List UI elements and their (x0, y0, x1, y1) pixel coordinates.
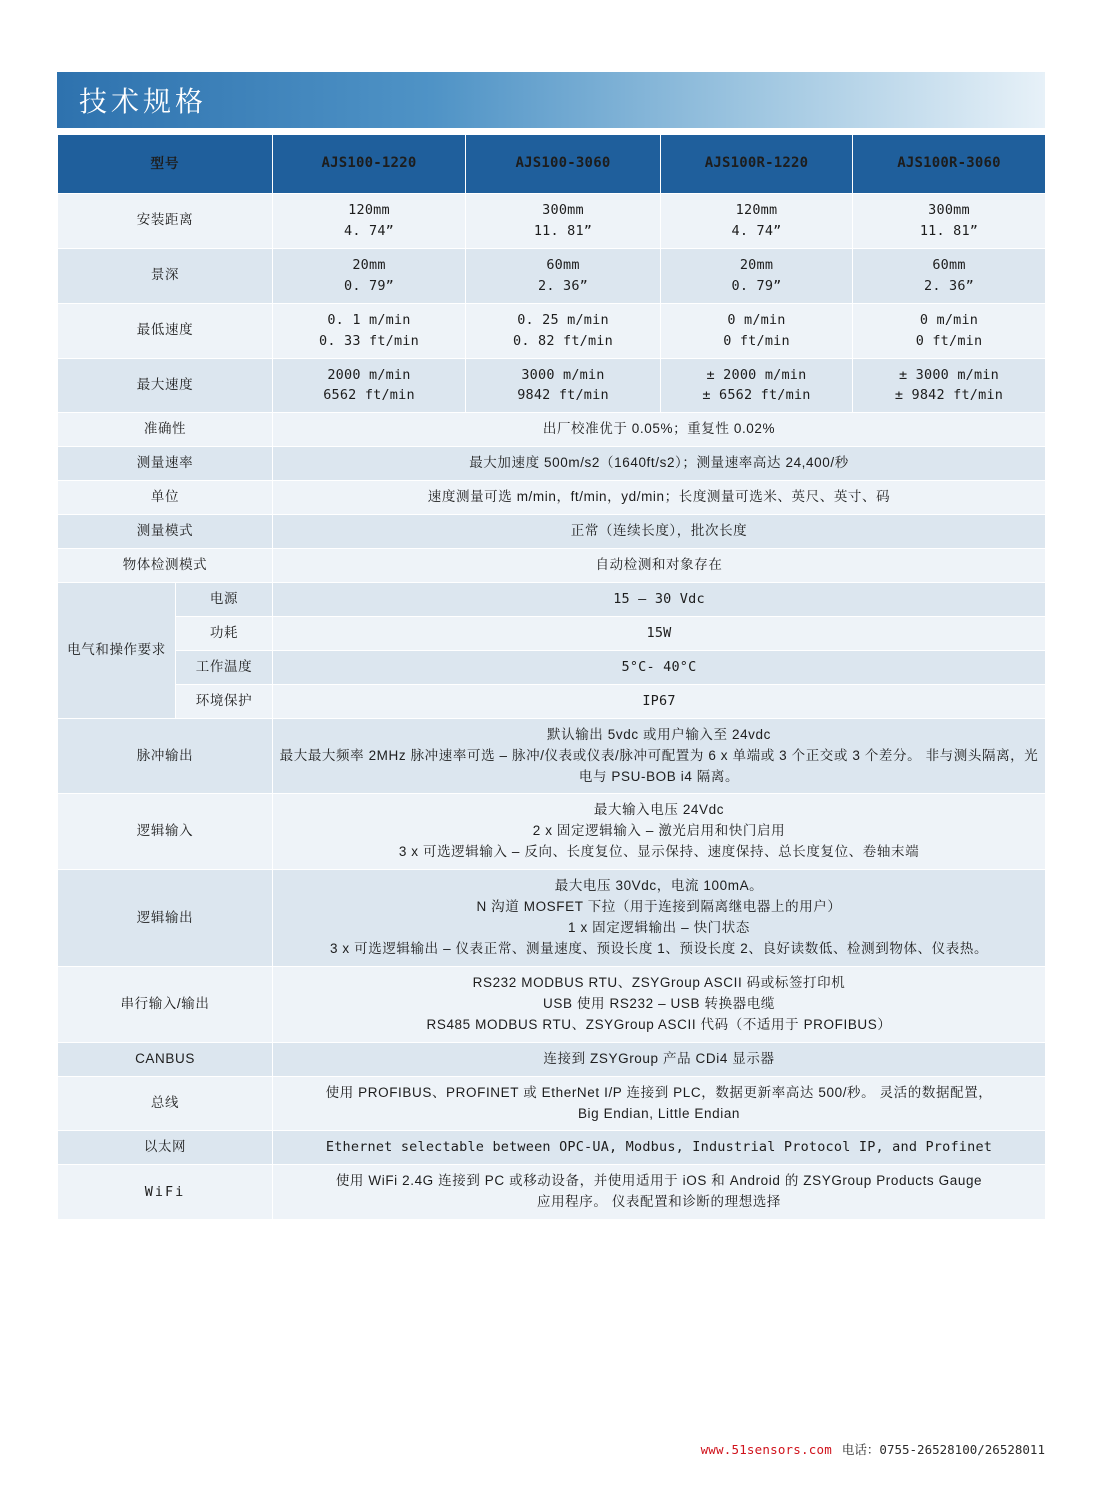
cell-depth-of-field-3: 20mm 0. 79” (661, 248, 853, 303)
cell-depth-of-field-1: 20mm 0. 79” (273, 248, 466, 303)
table-row (58, 481, 1046, 515)
cell-logic-input-value (273, 794, 1046, 870)
serial-io-line-2: USB 使用 RS232 – USB 转换器电缆 (543, 995, 775, 1011)
table-row (58, 616, 1046, 650)
cell-max-speed-3: ± 2000 m/min ± 6562 ft/min (661, 358, 853, 413)
table-row (58, 1042, 1046, 1076)
cell-pulse-output-value (273, 718, 1046, 794)
sub-label-power-supply: 电源 (176, 582, 273, 616)
logic-input-line-3: 3 x 可选逻辑输入 – 反向、长度复位、显示保持、速度保持、总长度复位、卷轴末端 (398, 844, 920, 860)
cell-ethernet-value: Ethernet selectable between OPC-UA, Modbus, Industrial Protocol IP, and Profinet (273, 1131, 1046, 1165)
row-label-serial-io: 串行输入/输出 (58, 966, 273, 1042)
cell-mounting-distance-2: 300mm 11. 81” (466, 194, 661, 249)
row-label-logic-input: 逻辑输入 (58, 794, 273, 870)
table-row (58, 1076, 1046, 1131)
logic-output-line-3: 1 x 固定逻辑输出 – 快门状态 (568, 920, 750, 936)
page-title: 技术规格 (79, 86, 208, 117)
pulse-output-line-1: 默认输出 5vdc 或用户输入至 24vdc (547, 726, 771, 742)
row-label-max-speed: 最大速度 (58, 358, 273, 413)
cell-object-detect-mode-value: 自动检测和对象存在 (273, 549, 1046, 583)
row-label-min-speed: 最低速度 (58, 303, 273, 358)
table-row (58, 582, 1046, 616)
cell-units-value: 速度测量可选 m/min，ft/min，yd/min；长度测量可选米、英尺、英寸、码 (273, 481, 1046, 515)
cell-min-speed-4: 0 m/min 0 ft/min (853, 303, 1046, 358)
cell-max-speed-2: 3000 m/min 9842 ft/min (466, 358, 661, 413)
cell-depth-of-field-4: 60mm 2. 36” (853, 248, 1046, 303)
logic-output-line-2: N 沟道 MOSFET 下拉（用于连接到隔离继电器上的用户） (476, 899, 842, 915)
cell-mounting-distance-3: 120mm 4. 74” (661, 194, 853, 249)
wifi-line-2: 应用程序。 仪表配置和诊断的理想选择 (536, 1194, 782, 1210)
cell-min-speed-3: 0 m/min 0 ft/min (661, 303, 853, 358)
page-footer (57, 1440, 1045, 1458)
column-header-ajs100r-3060: AJS100R-3060 (853, 135, 1046, 194)
row-label-wifi: WiFi (58, 1165, 273, 1220)
column-header-model: 型号 (58, 135, 273, 194)
cell-max-speed-1: 2000 m/min 6562 ft/min (273, 358, 466, 413)
table-row (58, 194, 1046, 249)
cell-depth-of-field-2: 60mm 2. 36” (466, 248, 661, 303)
row-label-depth-of-field: 景深 (58, 248, 273, 303)
row-label-accuracy: 准确性 (58, 413, 273, 447)
table-row (58, 358, 1046, 413)
row-label-pulse-output: 脉冲输出 (58, 718, 273, 794)
sub-label-power-consumption: 功耗 (176, 616, 273, 650)
serial-io-line-1: RS232 MODBUS RTU、ZSYGroup ASCII 码或标签打印机 (472, 974, 846, 990)
table-row (58, 447, 1046, 481)
row-label-object-detect-mode: 物体检测模式 (58, 549, 273, 583)
page-banner (57, 72, 1045, 128)
cell-max-speed-4: ± 3000 m/min ± 9842 ft/min (853, 358, 1046, 413)
cell-power-supply-value: 15 – 30 Vdc (273, 582, 1046, 616)
row-label-mounting-distance: 安装距离 (58, 194, 273, 249)
wifi-line-1: 使用 WiFi 2.4G 连接到 PC 或移动设备，并使用适用于 iOS 和 Android 的 ZSYGroup Products Gauge (335, 1173, 983, 1189)
column-header-ajs100-1220: AJS100-1220 (273, 135, 466, 194)
fieldbus-line-1: 使用 PROFIBUS、PROFINET 或 EtherNet I/P 连接到 PLC，数据更新率高达 500/秒。 灵活的数据配置， (325, 1084, 993, 1100)
column-header-ajs100-3060: AJS100-3060 (466, 135, 661, 194)
sub-label-operating-temperature: 工作温度 (176, 650, 273, 684)
table-row (58, 718, 1046, 794)
row-label-canbus: CANBUS (58, 1042, 273, 1076)
table-row (58, 549, 1046, 583)
table-header-row (58, 135, 1046, 194)
footer-website-link[interactable]: www.51sensors.com (700, 1442, 832, 1457)
table-row (58, 966, 1046, 1042)
row-label-logic-output: 逻辑输出 (58, 870, 273, 967)
cell-serial-io-value (273, 966, 1046, 1042)
cell-mounting-distance-4: 300mm 11. 81” (853, 194, 1046, 249)
serial-io-line-3: RS485 MODBUS RTU、ZSYGroup ASCII 代码（不适用于 PROFIBUS） (426, 1016, 892, 1032)
table-row (58, 303, 1046, 358)
cell-fieldbus-value (273, 1076, 1046, 1131)
cell-min-speed-1: 0. 1 m/min 0. 33 ft/min (273, 303, 466, 358)
cell-measure-mode-value: 正常（连续长度），批次长度 (273, 515, 1046, 549)
cell-wifi-value (273, 1165, 1046, 1220)
logic-output-line-1: 最大电压 30Vdc，电流 100mA。 (554, 878, 764, 894)
cell-logic-output-value (273, 870, 1046, 967)
logic-input-line-2: 2 x 固定逻辑输入 – 激光启用和快门启用 (532, 823, 786, 839)
table-row (58, 684, 1046, 718)
specifications-table (57, 134, 1046, 1220)
logic-input-line-1: 最大输入电压 24Vdc (593, 802, 725, 818)
footer-phone: 电话：0755-26528100/26528011 (841, 1442, 1045, 1457)
row-label-measure-mode: 测量模式 (58, 515, 273, 549)
cell-power-consumption-value: 15W (273, 616, 1046, 650)
cell-accuracy-value: 出厂校准优于 0.05%；重复性 0.02% (273, 413, 1046, 447)
table-body (58, 194, 1046, 1220)
row-label-ethernet: 以太网 (58, 1131, 273, 1165)
fieldbus-line-2: Big Endian, Little Endian (577, 1105, 741, 1121)
cell-operating-temperature-value: 5°C- 40°C (273, 650, 1046, 684)
table-row (58, 794, 1046, 870)
table-row (58, 248, 1046, 303)
cell-ingress-protection-value: IP67 (273, 684, 1046, 718)
pulse-output-line-2: 最大最大频率 2MHz 脉冲速率可选 – 脉冲/仪表或仪表/脉冲可配置为 6 x 单端或 3 个正交或 3 个差分。 非与测头隔离，光电与 PSU-BOB i4 隔离。 (279, 747, 1039, 784)
table-row (58, 515, 1046, 549)
cell-canbus-value: 连接到 ZSYGroup 产品 CDi4 显示器 (273, 1042, 1046, 1076)
table-row (58, 1131, 1046, 1165)
cell-measure-rate-value: 最大加速度 500m/s2（1640ft/s2）；测量速率高达 24,400/秒 (273, 447, 1046, 481)
cell-mounting-distance-1: 120mm 4. 74” (273, 194, 466, 249)
row-label-measure-rate: 测量速率 (58, 447, 273, 481)
column-header-ajs100r-1220: AJS100R-1220 (661, 135, 853, 194)
table-row (58, 870, 1046, 967)
logic-output-line-4: 3 x 可选逻辑输出 – 仪表正常、测量速度、预设长度 1、预设长度 2、良好读数低、检测到物体、仪表热。 (329, 940, 989, 956)
row-label-fieldbus: 总线 (58, 1076, 273, 1131)
row-label-units: 单位 (58, 481, 273, 515)
cell-min-speed-2: 0. 25 m/min 0. 82 ft/min (466, 303, 661, 358)
table-header (58, 135, 1046, 194)
row-label-electrical-requirements: 电气和操作要求 (58, 582, 176, 718)
table-row (58, 1165, 1046, 1220)
sub-label-ingress-protection: 环境保护 (176, 684, 273, 718)
table-row (58, 413, 1046, 447)
table-row (58, 650, 1046, 684)
